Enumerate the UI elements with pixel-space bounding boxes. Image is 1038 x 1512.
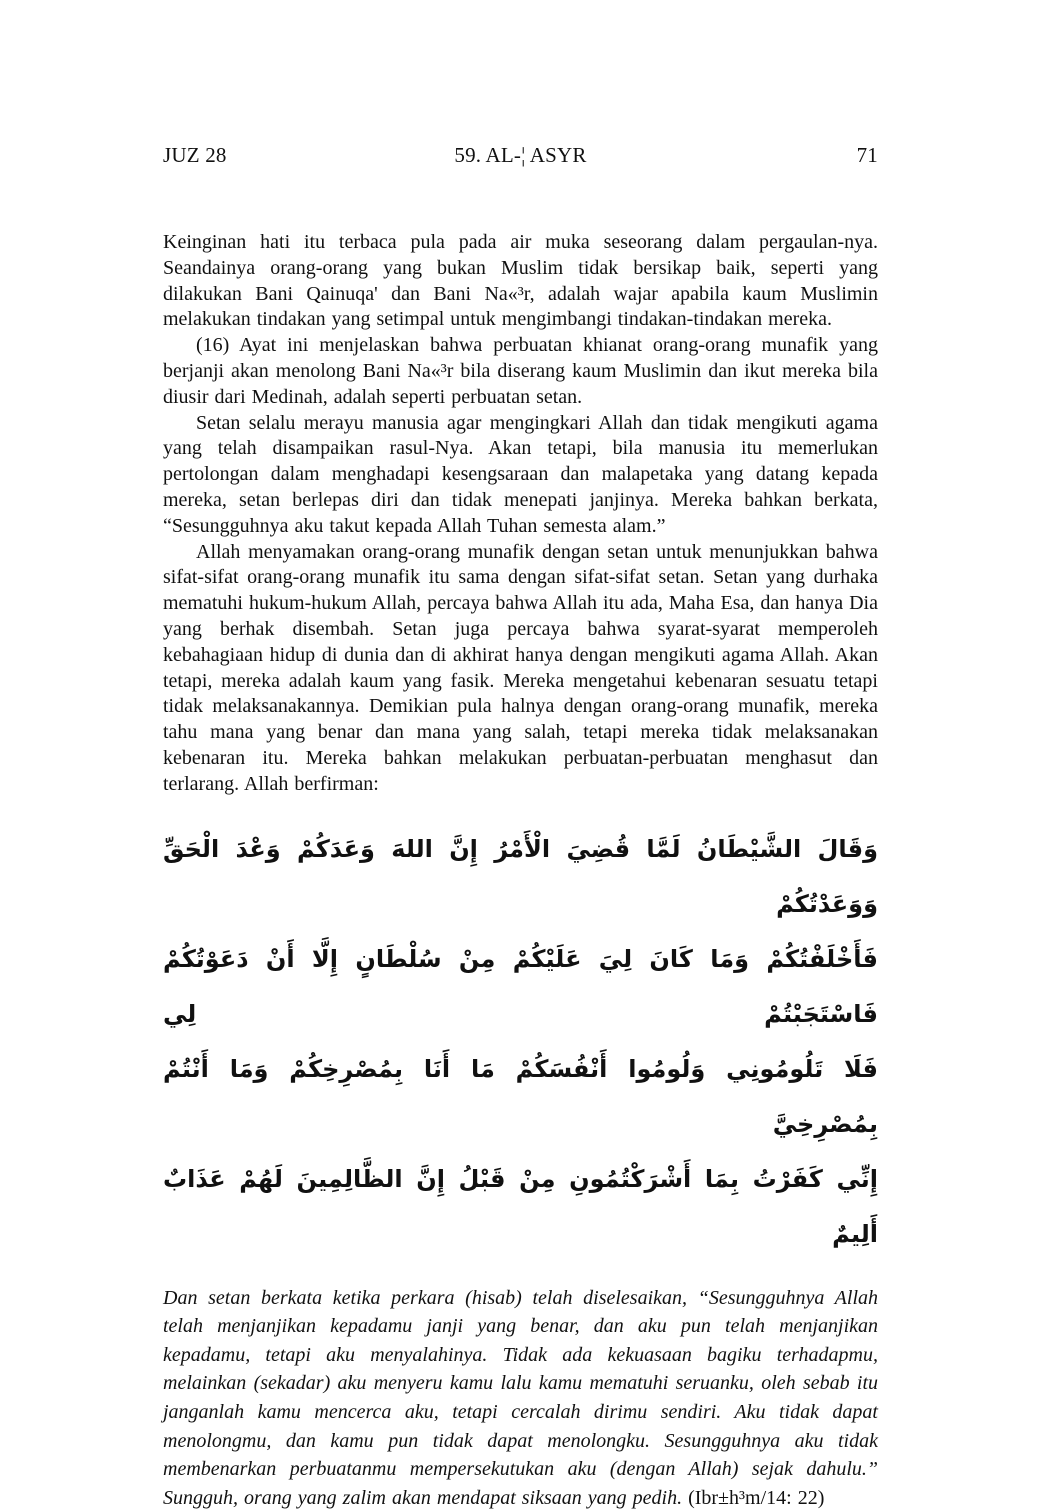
arabic-verse-line: وَقَالَ الشَّيْطَانُ لَمَّا قُضِيَ الْأَمْرُ إِنَّ اللهَ وَعَدَكُمْ وَعْدَ الْحَقِّ وَوَعَدْتُكُمْ <box>163 834 878 918</box>
verse-citation: (Ibr±h³m/14: 22) <box>688 1486 825 1509</box>
arabic-verse-block <box>163 822 878 1262</box>
page-header <box>163 143 878 168</box>
tafsir-paragraph: Setan selalu merayu manusia agar mengingkari Allah dan tidak mengikuti agama yang telah disampaikan rasul-Nya. Akan tetapi, bila manusia itu memerlukan pertolongan dalam menghadapi kesengsaraan dan malapetaka yang datang kepada mereka, setan berlepas diri dan tidak menepati janjinya. Mereka bahkan berkata, “Sesungguhnya aku takut kepada Allah Tuhan semesta alam.” <box>163 411 878 537</box>
tafsir-paragraph: (16) Ayat ini menjelaskan bahwa perbuatan khianat orang-orang munafik yang berjanji akan menolong Bani Na«³r bila diserang kaum Muslimin dan ikut mereka bila diusir dari Medinah, adalah seperti perbuatan setan. <box>163 334 878 408</box>
arabic-verse-line: إِنِّي كَفَرْتُ بِمَا أَشْرَكْتُمُونِ مِنْ قَبْلُ إِنَّ الظَّالِمِينَ لَهُمْ عَذَابٌ أَلِيمٌ <box>163 1164 878 1248</box>
tafsir-paragraph: Allah menyamakan orang-orang munafik dengan setan untuk menunjukkan bahwa sifat-sifat orang-orang munafik itu sama dengan sifat-sifat setan. Setan yang durhaka mematuhi hukum-hukum Allah, percaya bahwa Allah itu ada, Maha Esa, dan hanya Dia yang berhak disembah. Setan juga percaya bahwa syarat-syarat memperoleh kebahagiaan hidup di dunia dan di akhirat hanya dengan mengikuti agama Allah. Akan tetapi, mereka adalah kaum yang fasik. Mereka mengetahui kebenaran sesuatu tetapi tidak melaksanakannya. Demikian pula halnya dengan orang-orang munafik, mereka tahu mana yang benar dan mana yang salah, tetapi mereka tidak melaksanakan kebenaran itu. Mereka bahkan melakukan perbuatan-perbuatan menghasut dan terlarang. Allah berfirman: <box>163 540 878 795</box>
surah-title: 59. AL-¦ ASYR <box>454 143 587 167</box>
tafsir-paragraph: Keinginan hati itu terbaca pula pada air muka seseorang dalam pergaulan-nya. Seandainya orang-orang yang bukan Muslim tidak bersikap baik, seperti yang dilakukan Bani Qainuqa' dan Bani Na«³r, adalah wajar apabila kaum Muslimin melakukan tindakan yang setimpal untuk mengimbangi tindakan-tindakan mereka. <box>163 231 878 331</box>
translation-text: Dan setan berkata ketika perkara (hisab) telah diselesaikan, “Sesungguhnya Allah telah menjanjikan kepadamu janji yang benar, dan aku pun telah menjanjikan kepadamu, tetapi aku menyalahinya. Tidak ada kekuasaan bagiku terhadapmu, melainkan (sekadar) aku menyeru kamu lalu kamu mematuhi seruanku, oleh sebab itu janganlah kamu mencerca aku, tetapi cercalah dirimu sendiri. Aku tidak dapat menolongmu, dan kamu pun tidak dapat menolongku. Sesungguhnya aku tidak membenarkan perbuatanmu mempersekutukan aku (dengan Allah) sejak dahulu.” Sungguh, orang yang zalim akan mendapat siksaan yang pedih. <box>163 1286 878 1509</box>
arabic-verse-line: فَأَخْلَفْتُكُمْ وَمَا كَانَ لِيَ عَلَيْكُمْ مِنْ سُلْطَانٍ إِلَّا أَنْ دَعَوْتُكُمْ فَاسْتَجَبْتُمْ لِي <box>163 944 878 1028</box>
verse-translation <box>163 1284 878 1512</box>
juz-label: JUZ 28 <box>163 143 227 167</box>
page-number: 71 <box>856 143 878 167</box>
arabic-verse-line: فَلَا تَلُومُونِي وَلُومُوا أَنْفُسَكُمْ مَا أَنَا بِمُصْرِخِكُمْ وَمَا أَنْتُمْ بِمُصْرِخِيَّ <box>163 1054 878 1138</box>
tafsir-body <box>163 230 878 1512</box>
